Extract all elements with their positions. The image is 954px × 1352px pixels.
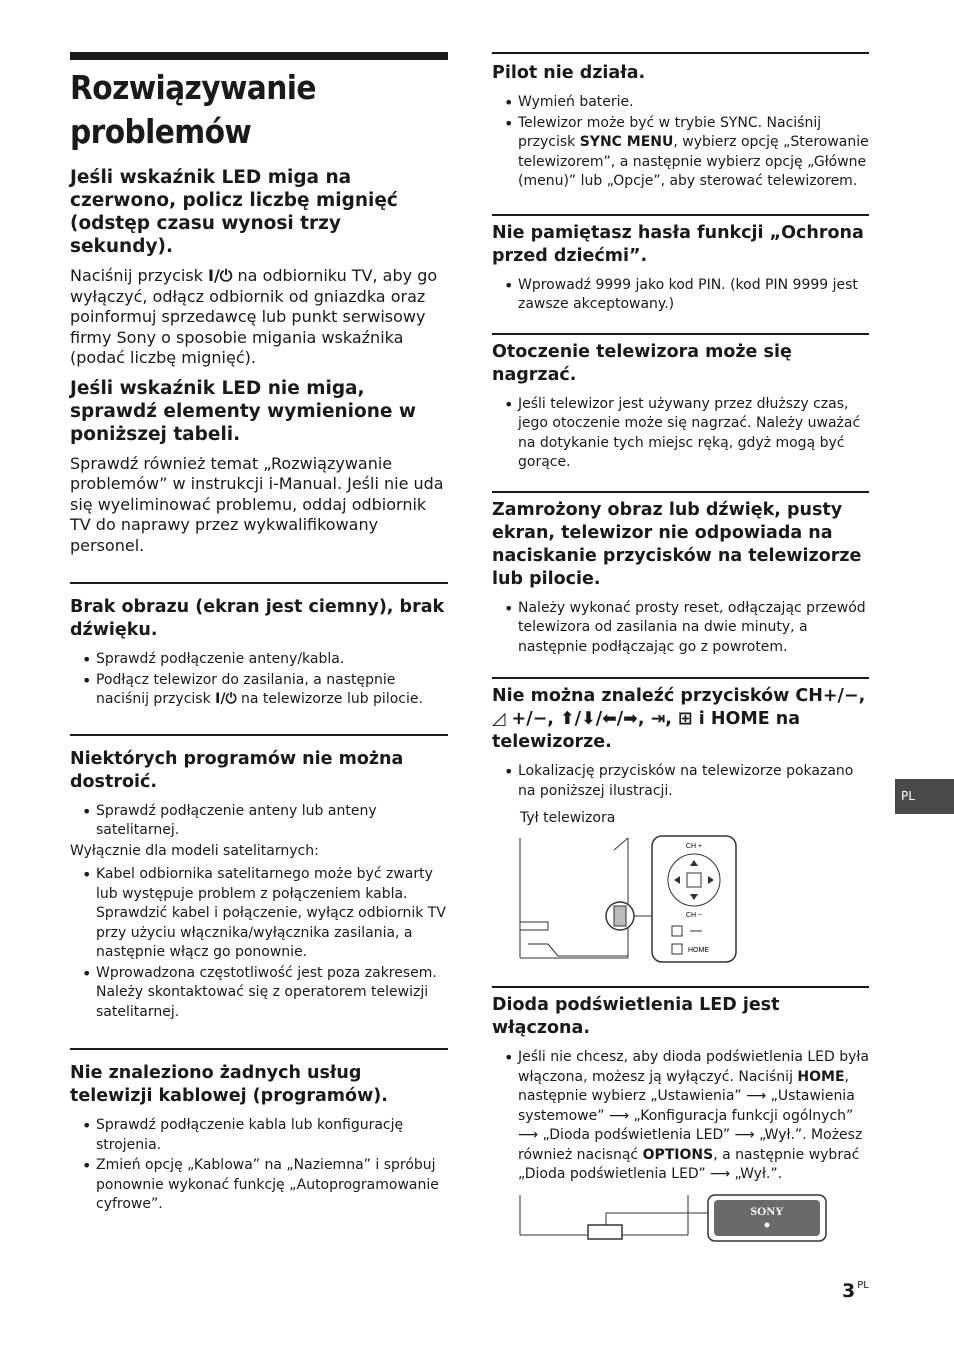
power-icon: I/⏻ — [208, 266, 233, 285]
list-item: • Wprowadzona częstotliwość jest poza zakresem. Należy skontaktować się z operatorem telewizji satelitarnej. — [70, 964, 448, 1023]
page-title: Rozwiązywanie problemów — [70, 68, 316, 151]
section-heading: Nie można znaleźć przycisków CH+/−, ◿ +/−, ⬆/⬇/⬅/➡, ⇥, ⊞ i HOME na telewizorze. — [492, 686, 866, 752]
list-item: • Jeśli nie chcesz, aby dioda podświetlenia LED była włączona, możesz ją wyłączyć. Naciśnij HOME, następnie wybierz „Ustawienia” ⟶ „Ustawienia systemowe” ⟶ „Konfiguracja funkcji ogólnych” ⟶ „Dioda podświetlenia LED” ⟶ „Wył.”. Możesz również nacisnąć OPTIONS, a następnie wybrać „Dioda podświetlenia LED” ⟶ „Wył.”. — [492, 1048, 869, 1185]
list-item: • Lokalizację przycisków na telewizorze pokazano na poniższej ilustracji. — [492, 762, 869, 801]
section-heading: Zamrożony obraz lub dźwięk, pusty ekran, telewizor nie odpowiada na naciskanie przycisków na telewizorze lub pilocie. — [492, 499, 862, 589]
list-item: • Należy wykonać prosty reset, odłączając przewód telewizora od zasilania na dwie minuty, a następnie podłączając go z powrotem. — [492, 599, 869, 658]
section-parental-lock — [492, 214, 869, 315]
satellite-note: Wyłącznie dla modeli satelitarnych: — [70, 842, 319, 859]
list-item: • Zmień opcję „Kablowa” na „Naziemna” i spróbuj ponownie wykonać funkcję „Autoprogramowanie cyfrowe”. — [70, 1156, 448, 1215]
tv-rear-illustration — [518, 832, 748, 968]
lead1-heading: Jeśli wskaźnik LED miga na czerwono, policz liczbę mignięć (odstęp czasu wynosi trzy sekundy). — [70, 167, 398, 257]
figure-caption: Tył telewizora — [520, 810, 616, 826]
title-rule — [70, 52, 448, 60]
list-item: • Wprowadź 9999 jako kod PIN. (kod PIN 9999 jest zawsze akceptowany.) — [492, 276, 869, 315]
list-item: • Telewizor może być w trybie SYNC. Naciśnij przycisk SYNC MENU, wybierz opcję „Sterowanie telewizorem”, a następnie wybierz opcję „Główne (menu)” lub „Opcje”, aby sterować telewizorem. — [492, 114, 869, 192]
list-item: • Wymień baterie. — [492, 93, 869, 113]
section-frozen — [492, 491, 869, 658]
section-heading: Pilot nie działa. — [492, 63, 646, 83]
section-heat — [492, 333, 869, 473]
power-icon: I/⏻ — [215, 691, 237, 707]
list-item: • Sprawdź podłączenie anteny/kabla. — [70, 650, 448, 670]
list-item: • Sprawdź podłączenie anteny lub anteny satelitarnej. — [70, 802, 448, 841]
led-illustration — [518, 1191, 838, 1243]
section-led — [492, 986, 869, 1243]
left-column — [70, 52, 448, 1216]
ch-plus-label: CH + — [685, 843, 703, 850]
section-no-picture — [70, 582, 448, 710]
section-heading: Nie pamiętasz hasła funkcji „Ochrona przed dziećmi”. — [492, 222, 864, 266]
sony-logo: SONY — [750, 1203, 784, 1218]
home-label: HOME — [688, 947, 709, 954]
section-cannot-tune — [70, 734, 448, 1023]
section-heading: Niektórych programów nie można dostroić. — [70, 748, 404, 792]
lead1-text: Naciśnij przycisk I/⏻ na odbiorniku TV, aby go wyłączyć, odłącz odbiornik od gniazdka oraz poinformuj sprzedawcę lub punkt serwisowy firmy Sony o sposobie migania wskaźnika (podać liczbę mignięć). — [70, 266, 438, 367]
list-item: • Sprawdź podłączenie kabla lub konfigurację strojenia. — [70, 1116, 448, 1155]
ch-minus-label: CH − — [685, 912, 703, 919]
section-buttons — [492, 677, 869, 968]
language-tab: PL — [895, 779, 954, 814]
right-column — [492, 52, 869, 1243]
page-number: 3 $^{PL}$ — [842, 1280, 869, 1302]
lead2-text: Sprawdź również temat „Rozwiązywanie problemów” w instrukcji i-Manual. Jeśli nie uda się wyeliminować problemu, oddaj odbiornik TV do naprawy przez wykwalifikowany personel. — [70, 453, 444, 555]
section-heading: Dioda podświetlenia LED jest włączona. — [492, 995, 780, 1038]
list-item: • Kabel odbiornika satelitarnego może być zwarty lub występuje problem z połączeniem kabla. Sprawdzić kabel i połączenie, wyłącz odbiornik TV przy użyciu włącznika/wyłącznika zasilania, a następnie włącz go ponownie. — [70, 865, 448, 963]
list-item: • Jeśli telewizor jest używany przez dłuższy czas, jego otoczenie może się nagrzać. Należy uważać na dotykanie tych miejsc ręką, gdyż mogą być gorące. — [492, 395, 869, 473]
section-heading: Nie znaleziono żadnych usług telewizji kablowej (programów). — [70, 1063, 388, 1106]
section-heading: Otoczenie telewizora może się nagrzać. — [492, 341, 792, 385]
section-remote — [492, 52, 869, 192]
section-no-cable-services — [70, 1048, 448, 1215]
list-item: • Podłącz telewizor do zasilania, a następnie naciśnij przycisk I/⏻ na telewizorze lub pilocie. — [70, 671, 448, 710]
section-heading: Brak obrazu (ekran jest ciemny), brak dźwięku. — [70, 597, 445, 640]
lead2-heading: Jeśli wskaźnik LED nie miga, sprawdź elementy wymienione w poniższej tabeli. — [70, 377, 416, 445]
